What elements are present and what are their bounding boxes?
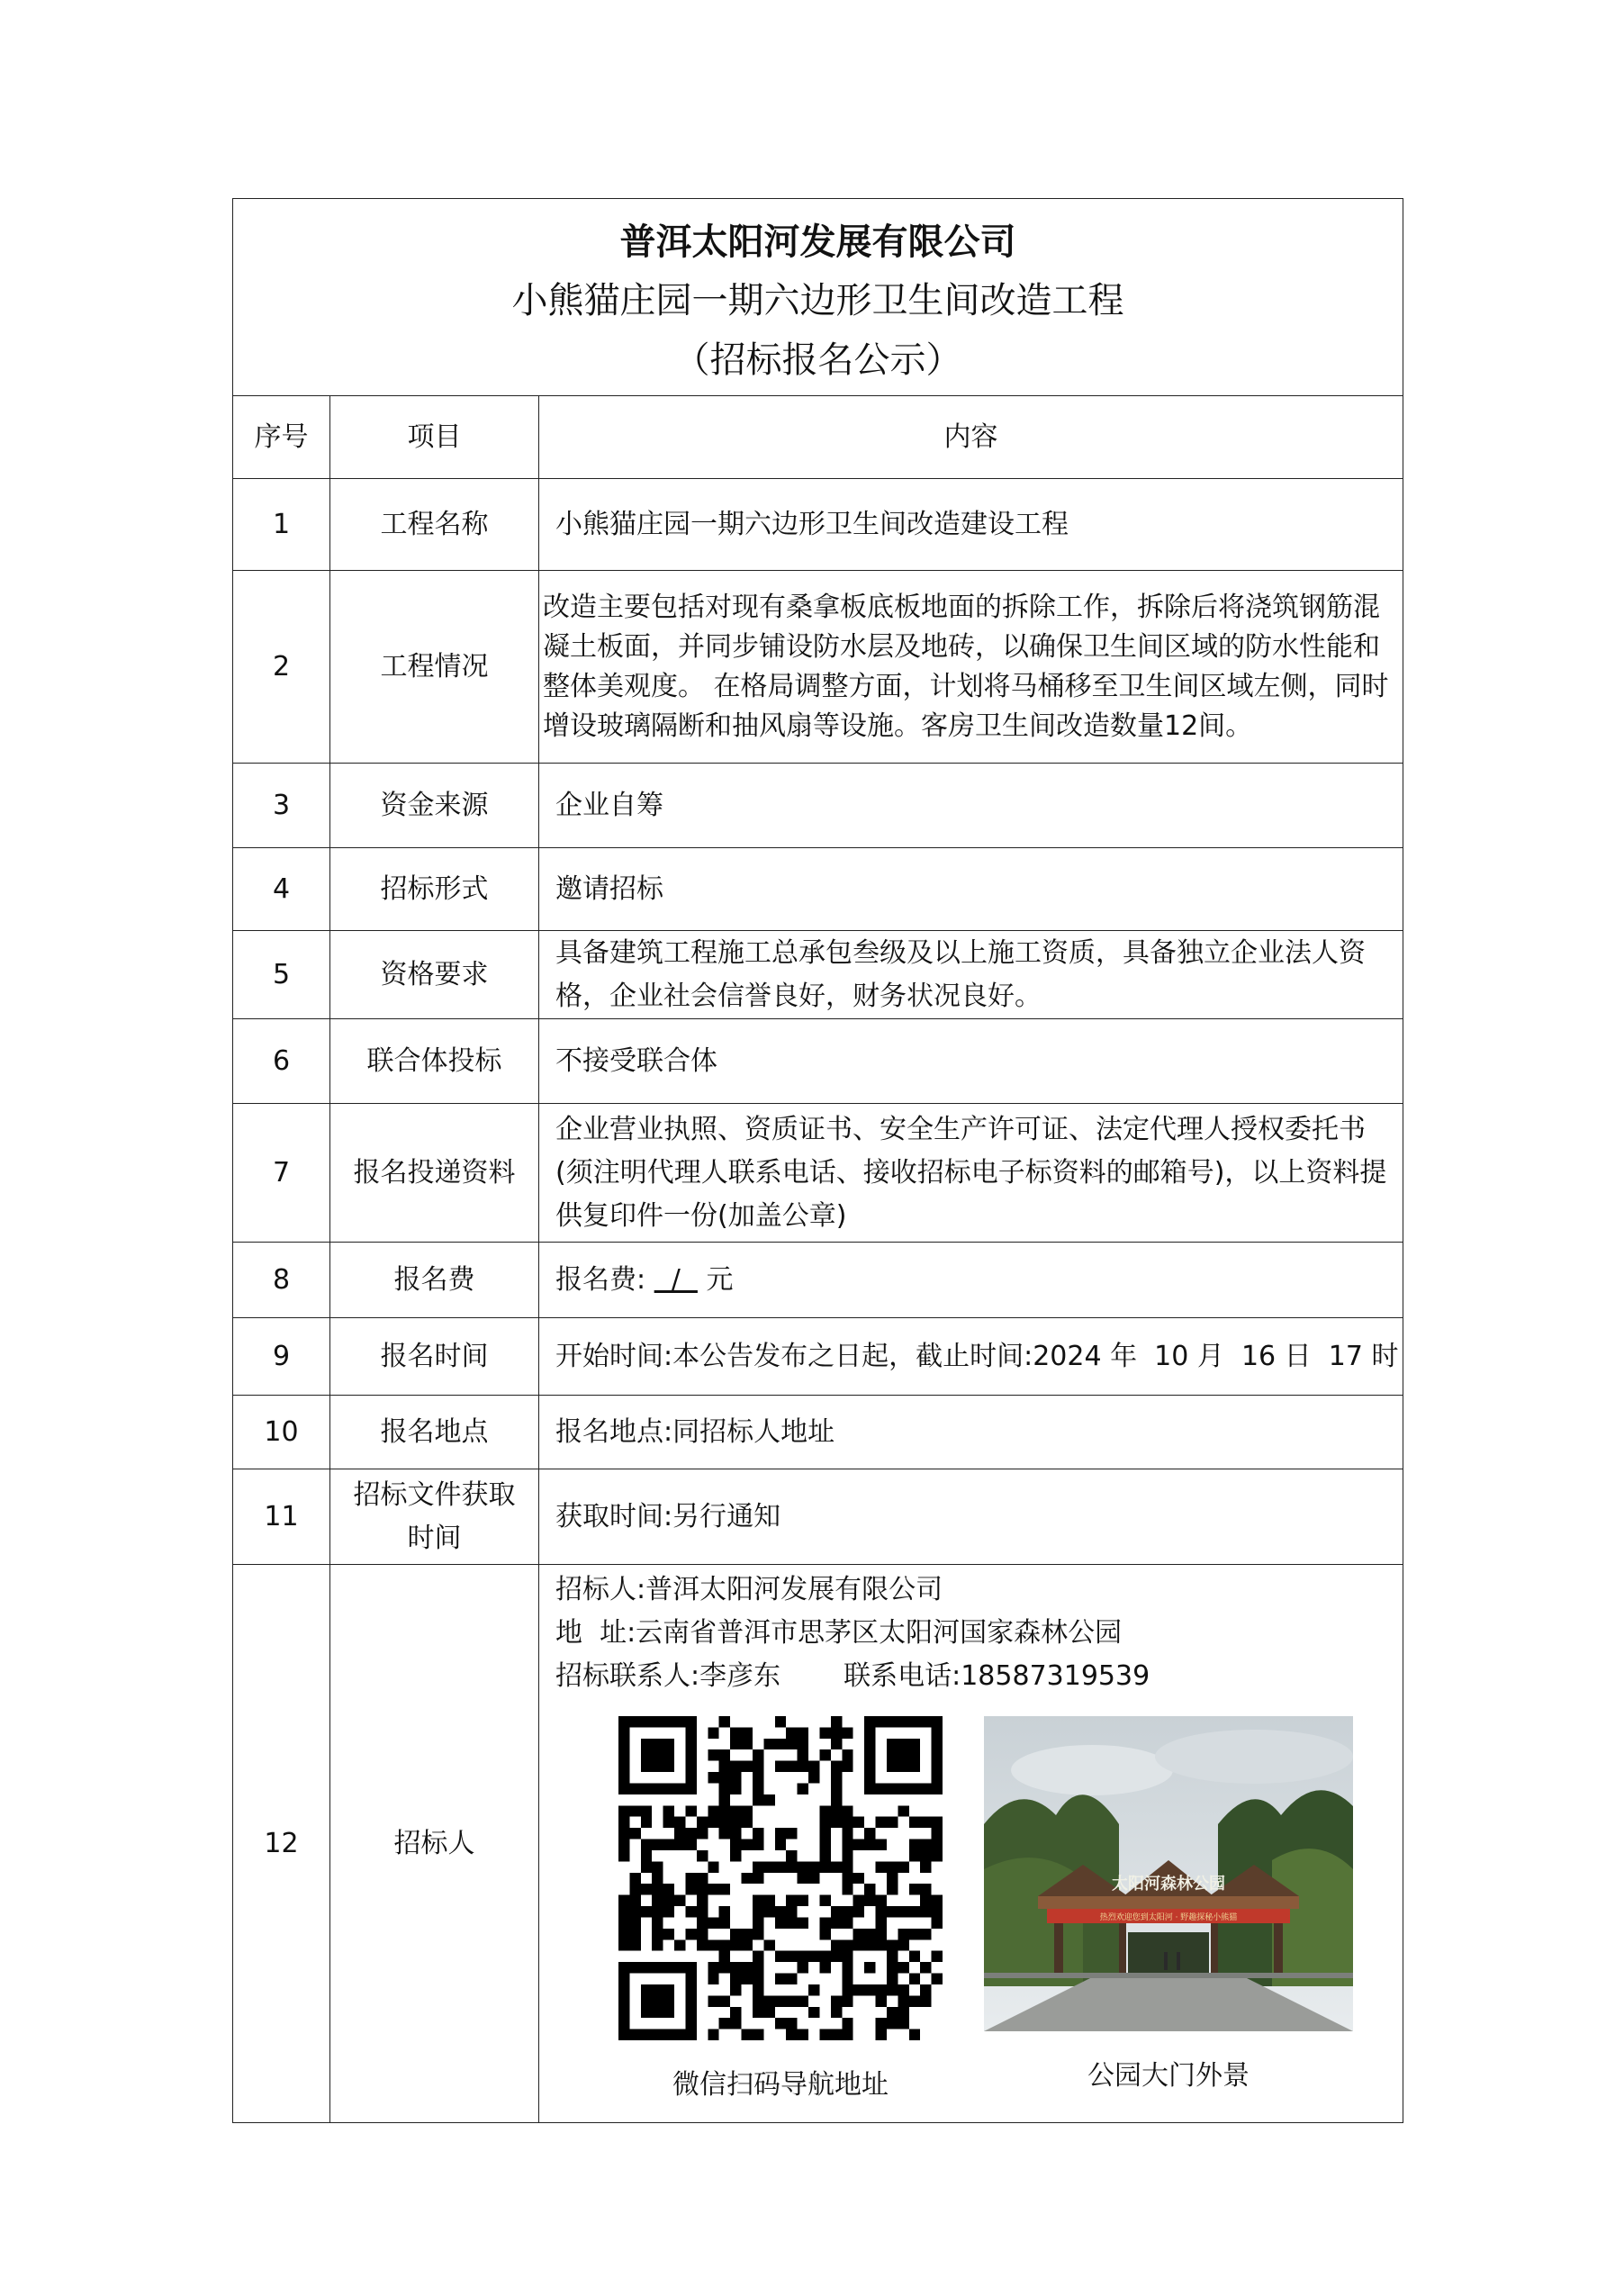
- fee-label: 报名费:: [555, 1263, 646, 1296]
- row-content: 不接受联合体: [539, 1019, 1403, 1104]
- fee-unit: 元: [706, 1263, 734, 1296]
- row-item: [330, 1469, 539, 1565]
- row-item: 招标人: [330, 1565, 539, 2123]
- contact-person: 招标联系人:李彦东: [555, 1660, 781, 1692]
- title-row: [233, 199, 1403, 396]
- row-content: 改造主要包括对现有桑拿板底板地面的拆除工作，拆除后将浇筑钢筋混凝土板面，并同步铺设防水层及地砖，以确保卫生间区域的防水性能和整体美观度。 在格局调整方面，计划将马桶移至卫生间区域左侧，同时增设玻璃隔断和抽风扇等设施。客房卫生间改造数量12间。: [539, 571, 1403, 764]
- table-row: [233, 479, 1403, 571]
- row-no: 12: [233, 1565, 330, 2123]
- fee-value: /: [654, 1263, 698, 1296]
- qr-figure: [591, 1716, 970, 2103]
- contact-phone: 联系电话:18587319539: [844, 1660, 1150, 1692]
- row-item: 报名时间: [330, 1318, 539, 1396]
- table-row: [233, 1396, 1403, 1469]
- row-content: 报名地点:同招标人地址: [539, 1396, 1403, 1469]
- row-no: 10: [233, 1396, 330, 1469]
- tenderer-name: 招标人:普洱太阳河发展有限公司: [555, 1574, 943, 1605]
- row-item: 招标形式: [330, 848, 539, 931]
- row-content: 获取时间:另行通知: [539, 1469, 1403, 1565]
- table-row: [233, 1318, 1403, 1396]
- table-row: [233, 848, 1403, 931]
- row-no: 8: [233, 1243, 330, 1318]
- row-no: 1: [233, 479, 330, 571]
- table-row: [233, 1019, 1403, 1104]
- notice-table: [232, 198, 1403, 2123]
- photo-caption: 公园大门外景: [1087, 2060, 1250, 2092]
- row-no: 5: [233, 931, 330, 1019]
- row-item: 报名投递资料: [330, 1104, 539, 1243]
- qr-code-image: [614, 1716, 947, 2040]
- table-row: [233, 1565, 1403, 2123]
- column-header-item: 项目: [330, 396, 539, 479]
- table-row: [233, 1469, 1403, 1565]
- header-row: [233, 396, 1403, 479]
- tenderer-contact-line: [555, 1655, 1394, 1698]
- row-content: 企业营业执照、资质证书、安全生产许可证、法定代理人授权委托书(须注明代理人联系电话、接收招标电子标资料的邮箱号)，以上资料提供复印件一份(加盖公章): [539, 1104, 1403, 1243]
- row-item: 报名地点: [330, 1396, 539, 1469]
- gate-sign-text: 太阳河森林公园: [1112, 1875, 1225, 1894]
- tenderer-address: 地 址:云南省普洱市思茅区太阳河国家森林公园: [555, 1617, 1123, 1649]
- row-content: 开始时间:本公告发布之日起，截止时间:2024 年 10 月 16 日 17 时: [539, 1318, 1403, 1396]
- row-item: 资格要求: [330, 931, 539, 1019]
- tenderer-cell: [539, 1565, 1403, 2123]
- row-content: 小熊猫庄园一期六边形卫生间改造建设工程: [539, 479, 1403, 571]
- row-content: 邀请招标: [539, 848, 1403, 931]
- row-no: 3: [233, 764, 330, 848]
- row-item: 资金来源: [330, 764, 539, 848]
- table-row: [233, 571, 1403, 764]
- column-header-no: 序号: [233, 396, 330, 479]
- project-title: 小熊猫庄园一期六边形卫生间改造工程: [511, 280, 1124, 321]
- row-no: 7: [233, 1104, 330, 1243]
- row-content: 企业自筹: [539, 764, 1403, 848]
- qr-caption: 微信扫码导航地址: [672, 2069, 889, 2101]
- row-no: 11: [233, 1469, 330, 1565]
- row-no: 6: [233, 1019, 330, 1104]
- table-row: [233, 1243, 1403, 1318]
- table-row: [233, 931, 1403, 1019]
- row-no: 4: [233, 848, 330, 931]
- notice-document: [232, 198, 1403, 2123]
- row-item: 工程情况: [330, 571, 539, 764]
- row-no: 9: [233, 1318, 330, 1396]
- park-gate-photo: [984, 1716, 1353, 2031]
- images-block: [555, 1698, 1394, 2103]
- row-item-line1: 招标文件获取: [353, 1478, 516, 1511]
- row-content: 具备建筑工程施工总承包叁级及以上施工资质，具备独立企业法人资格，企业社会信誉良好，财务状况良好。: [539, 931, 1403, 1019]
- row-item: 工程名称: [330, 479, 539, 571]
- row-no: 2: [233, 571, 330, 764]
- notice-subtitle: （招标报名公示）: [673, 339, 962, 381]
- photo-figure: [979, 1716, 1358, 2103]
- gate-banner-text: 热烈欢迎您到太阳河 · 野趣探秘小熊猫: [1099, 1913, 1238, 1922]
- table-row: [233, 1104, 1403, 1243]
- row-content: [539, 1243, 1403, 1318]
- row-item: 报名费: [330, 1243, 539, 1318]
- title-cell: [233, 199, 1403, 396]
- column-header-content: 内容: [539, 396, 1403, 479]
- company-title: 普洱太阳河发展有限公司: [619, 221, 1016, 263]
- row-item-line2: 时间: [407, 1522, 462, 1554]
- table-row: [233, 764, 1403, 848]
- row-item: 联合体投标: [330, 1019, 539, 1104]
